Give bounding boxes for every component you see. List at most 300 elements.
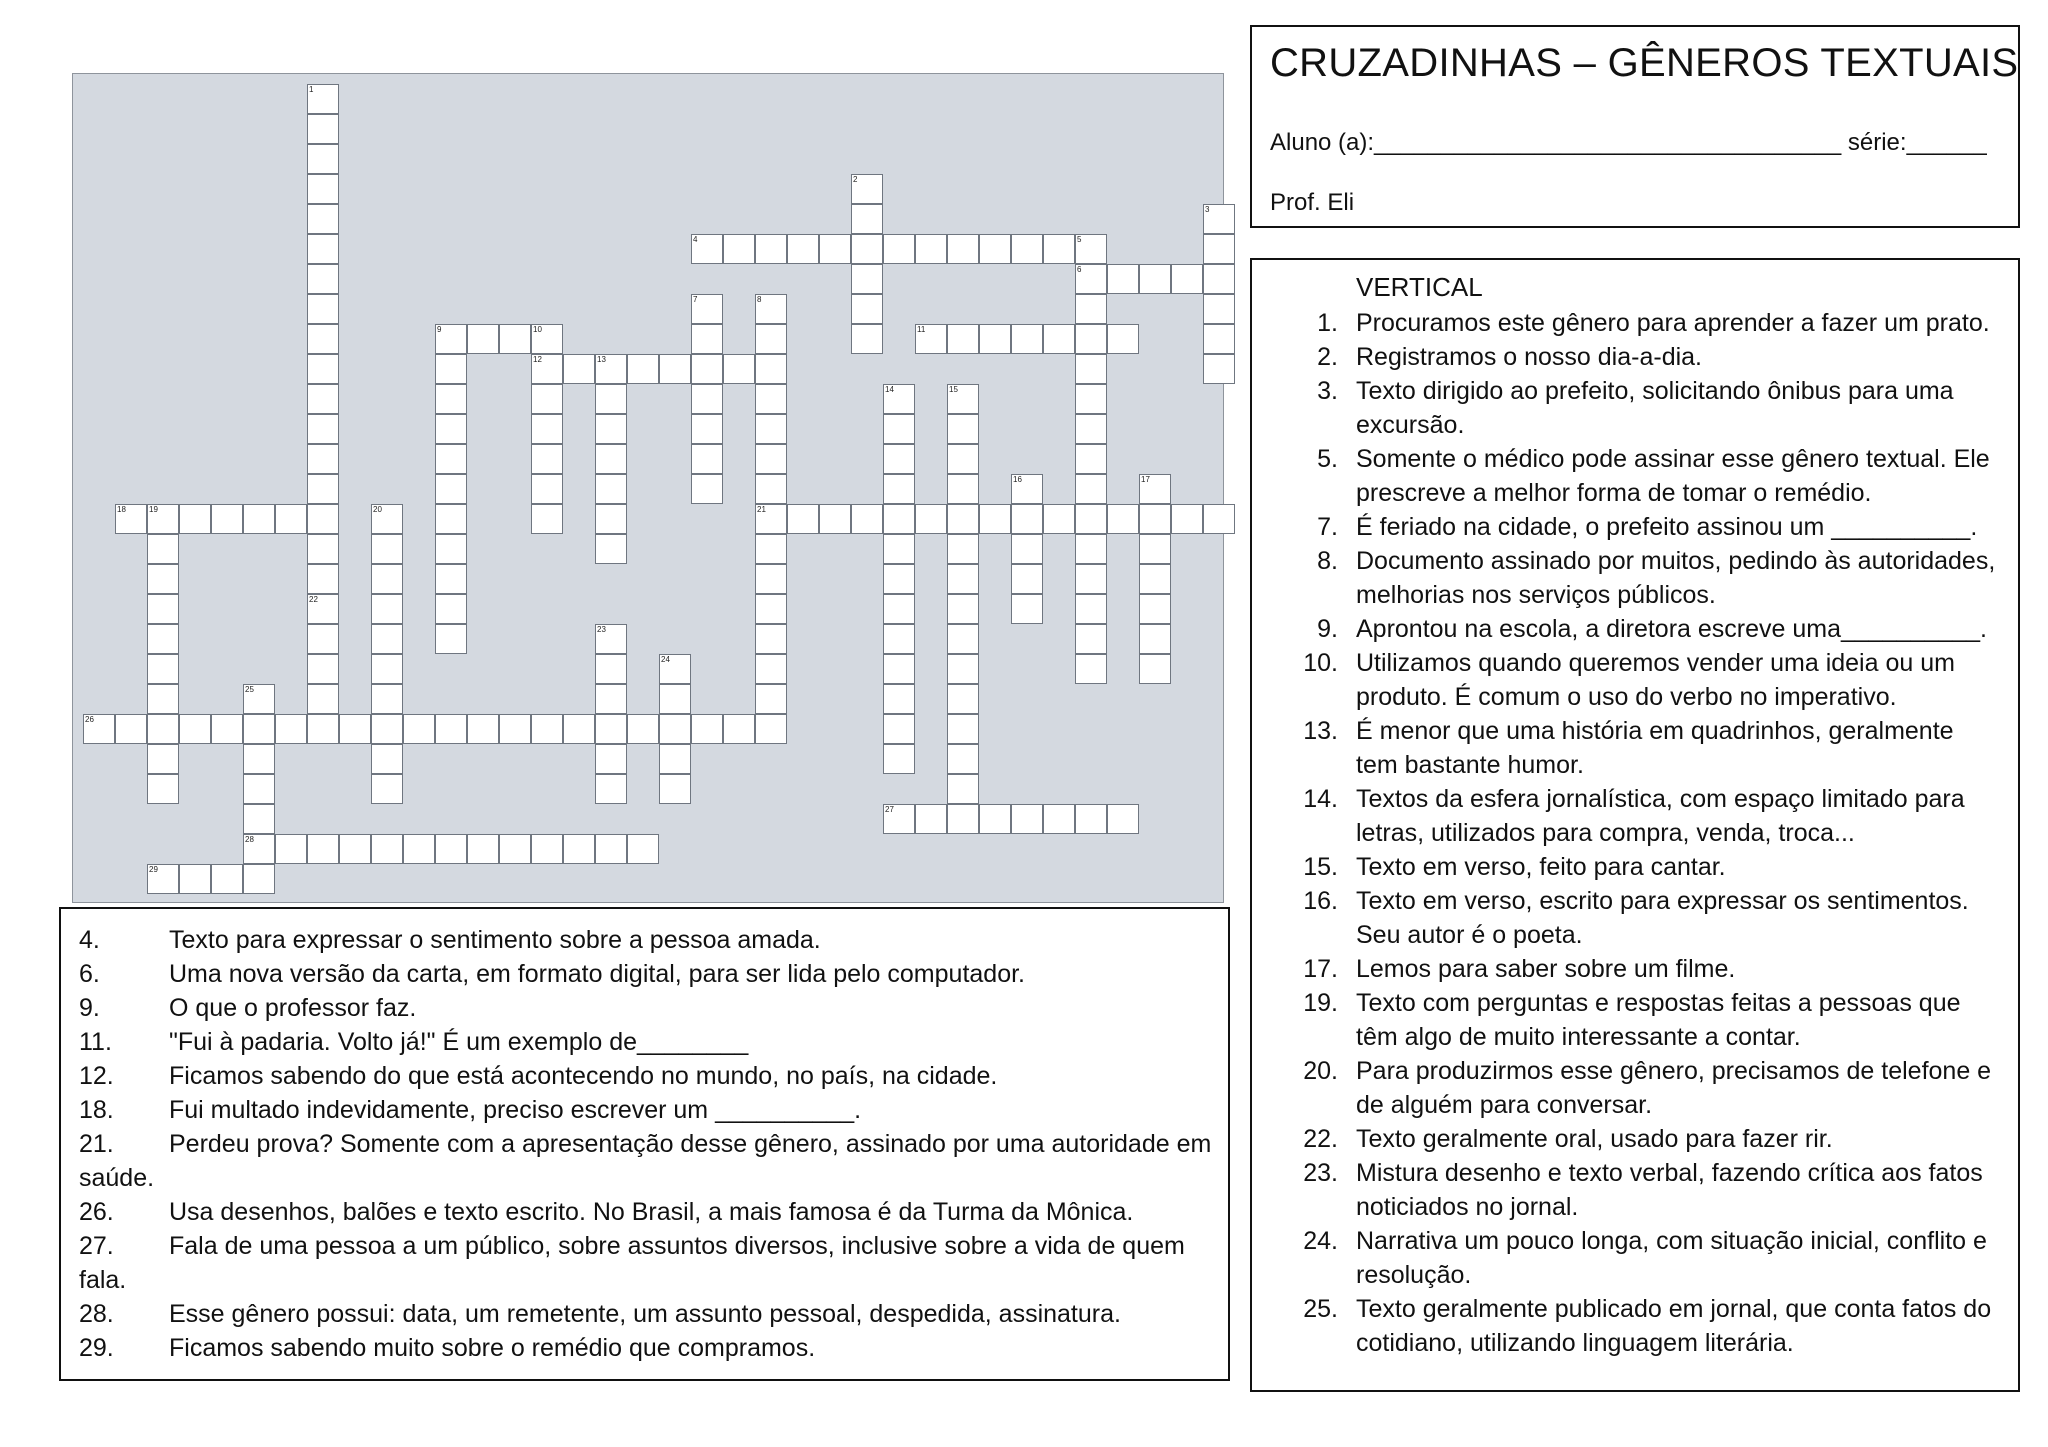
crossword-cell[interactable] [307,294,339,324]
crossword-cell[interactable] [1139,264,1171,294]
crossword-cell[interactable] [627,834,659,864]
crossword-cell[interactable] [307,354,339,384]
crossword-cell[interactable] [755,354,787,384]
crossword-cell[interactable] [851,204,883,234]
crossword-clue-number: 23 [597,625,606,634]
crossword-cell[interactable] [947,414,979,444]
crossword-clue-number: 9 [437,325,442,334]
crossword-cell[interactable] [435,594,467,624]
crossword-cell[interactable] [307,234,339,264]
vertical-clue-number: 9. [1317,615,1338,643]
crossword-cell[interactable] [307,114,339,144]
crossword-cell[interactable] [179,864,211,894]
crossword-cell[interactable] [1011,564,1043,594]
crossword-cell[interactable] [979,804,1011,834]
crossword-cell[interactable] [595,474,627,504]
crossword-cell[interactable] [883,594,915,624]
crossword-cell[interactable] [307,264,339,294]
crossword-cell[interactable] [595,714,627,744]
crossword-cell[interactable] [691,324,723,354]
crossword-cell[interactable] [627,354,659,384]
crossword-cell[interactable] [147,654,179,684]
vertical-clue-text: Registramos o nosso dia-a-dia. [1356,343,1702,371]
horizontal-clue-number: 4. [79,926,100,954]
crossword-cell[interactable] [531,414,563,444]
crossword-cell[interactable] [915,504,947,534]
crossword-cell[interactable] [339,714,371,744]
crossword-cell[interactable] [883,414,915,444]
crossword-cell[interactable] [243,744,275,774]
crossword-cell[interactable] [979,504,1011,534]
horizontal-clue [79,1059,1219,1093]
horizontal-clue-text: Uma nova versão da carta, em formato digital, para ser lida pelo computador. [169,960,1025,988]
crossword-cell[interactable] [883,654,915,684]
crossword-cell[interactable] [435,504,467,534]
crossword-cell[interactable] [595,684,627,714]
crossword-cell[interactable] [1203,324,1235,354]
vertical-clue-text: Texto dirigido ao prefeito, solicitando ônibus para uma excursão. [1356,377,1954,439]
crossword-cell[interactable] [371,534,403,564]
crossword-cell[interactable] [627,714,659,744]
crossword-cell[interactable] [371,744,403,774]
crossword-cell[interactable] [883,234,915,264]
crossword-cell[interactable] [307,324,339,354]
crossword-cell[interactable] [275,714,307,744]
crossword-cell[interactable] [915,804,947,834]
crossword-cell[interactable] [467,714,499,744]
crossword-cell[interactable] [755,594,787,624]
vertical-clue [1292,1054,1997,1122]
crossword-cell[interactable] [691,414,723,444]
crossword-cell[interactable] [819,234,851,264]
crossword-cell[interactable] [371,714,403,744]
crossword-cell[interactable] [755,414,787,444]
crossword-cell[interactable] [883,474,915,504]
crossword-cell[interactable] [307,684,339,714]
crossword-cell[interactable] [691,354,723,384]
crossword-cell[interactable] [563,354,595,384]
crossword-clue-number: 29 [149,865,158,874]
vertical-clue-number: 16. [1303,887,1338,915]
crossword-cell[interactable] [531,834,563,864]
crossword-cell[interactable] [531,474,563,504]
horizontal-clue-number: 9. [79,994,100,1022]
crossword-clue-number: 11 [917,325,926,334]
crossword-cell[interactable] [1043,804,1075,834]
crossword-cell[interactable] [947,654,979,684]
crossword-cell[interactable] [339,834,371,864]
horizontal-clue [79,1229,1219,1297]
vertical-clue-number: 2. [1317,343,1338,371]
crossword-cell[interactable] [435,534,467,564]
vertical-clue-text: É feriado na cidade, o prefeito assinou um __________. [1356,513,1978,541]
crossword-cell[interactable] [595,504,627,534]
crossword-cell[interactable] [595,444,627,474]
crossword-clue-number: 12 [533,355,542,364]
vertical-clue [1292,510,1997,544]
vertical-clue [1292,442,1997,510]
vertical-clue-number: 17. [1303,955,1338,983]
crossword-clue-number: 15 [949,385,958,394]
crossword-cell[interactable] [1203,264,1235,294]
crossword-cell[interactable] [1011,534,1043,564]
crossword-cell[interactable] [307,444,339,474]
crossword-cell[interactable] [531,504,563,534]
crossword-cell[interactable] [435,414,467,444]
crossword-cell[interactable] [243,864,275,894]
crossword-clue-number: 5 [1077,235,1082,244]
crossword-cell[interactable] [755,444,787,474]
crossword-cell[interactable] [851,324,883,354]
horizontal-clue [79,1025,1219,1059]
crossword-cell[interactable] [819,504,851,534]
crossword-cell[interactable] [595,654,627,684]
crossword-cell[interactable] [1203,234,1235,264]
crossword-clue-number: 25 [245,685,254,694]
crossword-cell[interactable] [595,834,627,864]
crossword-cell[interactable] [307,474,339,504]
crossword-cell[interactable] [531,444,563,474]
vertical-clue [1292,782,1997,850]
crossword-cell[interactable] [947,234,979,264]
horizontal-clue [79,923,1219,957]
crossword-cell[interactable] [691,714,723,744]
crossword-clue-number: 14 [885,385,894,394]
crossword-cell[interactable] [659,714,691,744]
crossword-cell[interactable] [1139,504,1171,534]
crossword-cell[interactable] [915,234,947,264]
vertical-clue [1292,1156,1997,1224]
crossword-cell[interactable] [883,444,915,474]
crossword-cell[interactable] [1075,564,1107,594]
crossword-cell[interactable] [883,624,915,654]
student-name-field[interactable]: Aluno (a):___________________________________ série:______ [1270,129,1987,156]
horizontal-clue [79,1331,1219,1365]
crossword-cell[interactable] [1139,564,1171,594]
crossword-cell[interactable] [691,444,723,474]
crossword-cell[interactable] [755,714,787,744]
crossword-cell[interactable] [659,744,691,774]
crossword-cell[interactable] [371,834,403,864]
horizontal-clue-number: 26. [79,1198,114,1226]
crossword-cell[interactable] [1171,504,1203,534]
crossword-cell[interactable] [371,774,403,804]
crossword-clue-number: 4 [693,235,698,244]
crossword-cell[interactable] [371,654,403,684]
crossword-clue-number: 22 [309,595,318,604]
crossword-cell[interactable] [115,714,147,744]
crossword-cell[interactable] [1075,624,1107,654]
crossword-cell[interactable] [595,774,627,804]
crossword-cell[interactable] [243,504,275,534]
crossword-cell[interactable] [755,564,787,594]
crossword-cell[interactable] [403,834,435,864]
vertical-clue-text: Utilizamos quando queremos vender uma ideia ou um produto. É comum o uso do verbo no imperativo. [1356,649,1955,711]
crossword-cell[interactable] [1043,324,1075,354]
crossword-cell[interactable] [595,534,627,564]
crossword-cell[interactable] [755,324,787,354]
crossword-clue-number: 16 [1013,475,1022,484]
crossword-cell[interactable] [1171,264,1203,294]
crossword-cell[interactable] [371,624,403,654]
crossword-cell[interactable] [1075,594,1107,624]
crossword-cell[interactable] [1075,324,1107,354]
crossword-cell[interactable] [435,444,467,474]
crossword-clue-number: 17 [1141,475,1150,484]
crossword-cell[interactable] [1075,504,1107,534]
crossword-cell[interactable] [1011,324,1043,354]
horizontal-clue [79,1297,1219,1331]
vertical-clue-number: 25. [1303,1295,1338,1323]
crossword-cell[interactable] [307,204,339,234]
crossword-cell[interactable] [499,714,531,744]
crossword-cell[interactable] [1075,414,1107,444]
crossword-cell[interactable] [371,564,403,594]
crossword-cell[interactable] [243,714,275,744]
vertical-clue-number: 3. [1317,377,1338,405]
crossword-cell[interactable] [1139,624,1171,654]
horizontal-clue-text: Ficamos sabendo muito sobre o remédio que compramos. [169,1334,816,1362]
crossword-cell[interactable] [1107,504,1139,534]
crossword-clue-number: 27 [885,805,894,814]
crossword-cell[interactable] [147,684,179,714]
crossword-cell[interactable] [787,504,819,534]
crossword-cell[interactable] [211,714,243,744]
crossword-cell[interactable] [947,624,979,654]
crossword-cell[interactable] [307,534,339,564]
crossword-cell[interactable] [755,234,787,264]
crossword-cell[interactable] [1107,264,1139,294]
crossword-cell[interactable] [1075,654,1107,684]
crossword-cell[interactable] [147,534,179,564]
vertical-clue-text: Texto com perguntas e respostas feitas a pessoas que têm algo de muito interessante a contar. [1356,989,1961,1051]
crossword-cell[interactable] [1075,294,1107,324]
crossword-cell[interactable] [1203,294,1235,324]
crossword-cell[interactable] [147,774,179,804]
crossword-cell[interactable] [947,444,979,474]
crossword-cell[interactable] [947,534,979,564]
vertical-clue-text: Texto em verso, feito para cantar. [1356,853,1726,881]
crossword-cell[interactable] [307,654,339,684]
crossword-cell[interactable] [467,324,499,354]
crossword-cell[interactable] [787,234,819,264]
vertical-clue-number: 24. [1303,1227,1338,1255]
crossword-cell[interactable] [307,144,339,174]
horizontal-clue [79,957,1219,991]
horizontal-clue-text: Fala de uma pessoa a um público, sobre assuntos diversos, inclusive sobre a vida de quem fala. [79,1232,1185,1294]
vertical-clue-text: Mistura desenho e texto verbal, fazendo crítica aos fatos noticiados no jornal. [1356,1159,1983,1221]
crossword-cell[interactable] [755,624,787,654]
crossword-cell[interactable] [1139,654,1171,684]
crossword-cell[interactable] [307,384,339,414]
crossword-cell[interactable] [435,564,467,594]
crossword-cell[interactable] [755,384,787,414]
crossword-cell[interactable] [851,234,883,264]
crossword-cell[interactable] [1203,354,1235,384]
crossword-cell[interactable] [1043,234,1075,264]
crossword-cell[interactable] [691,474,723,504]
crossword-cell[interactable] [307,174,339,204]
crossword-cell[interactable] [1107,324,1139,354]
crossword-cell[interactable] [147,744,179,774]
crossword-cell[interactable] [1075,534,1107,564]
crossword-cell[interactable] [947,594,979,624]
crossword-cell[interactable] [1043,504,1075,534]
crossword-cell[interactable] [723,234,755,264]
crossword-cell[interactable] [1075,444,1107,474]
vertical-clue [1292,1224,1997,1292]
crossword-cell[interactable] [947,504,979,534]
crossword-cell[interactable] [307,714,339,744]
crossword-clue-number: 6 [1077,265,1082,274]
crossword-cell[interactable] [307,504,339,534]
crossword-cell[interactable] [467,834,499,864]
crossword-cell[interactable] [243,804,275,834]
crossword-cell[interactable] [723,354,755,384]
crossword-cell[interactable] [947,324,979,354]
crossword-cell[interactable] [1075,474,1107,504]
crossword-clue-number: 10 [533,325,542,334]
crossword-cell[interactable] [499,834,531,864]
crossword-clue-number: 13 [597,355,606,364]
crossword-cell[interactable] [1011,234,1043,264]
vertical-clue [1292,884,1997,952]
crossword-cell[interactable] [883,504,915,534]
crossword-cell[interactable] [211,504,243,534]
crossword-cell[interactable] [883,534,915,564]
vertical-clue [1292,306,1997,340]
crossword-cell[interactable] [307,624,339,654]
crossword-cell[interactable] [755,654,787,684]
crossword-cell[interactable] [403,714,435,744]
crossword-clue-number: 1 [309,85,314,94]
horizontal-clue-number: 28. [79,1300,114,1328]
crossword-cell[interactable] [435,474,467,504]
horizontal-clue [79,1195,1219,1229]
crossword-cell[interactable] [1107,804,1139,834]
crossword-cell[interactable] [435,354,467,384]
crossword-cell[interactable] [755,534,787,564]
worksheet-title: CRUZADINHAS – GÊNEROS TEXTUAIS [1270,41,2019,85]
crossword-cell[interactable] [1075,804,1107,834]
vertical-clues-list [1292,306,1997,1360]
horizontal-clue [79,991,1219,1025]
crossword-clue-number: 28 [245,835,254,844]
crossword-cell[interactable] [563,714,595,744]
vertical-clue-number: 13. [1303,717,1338,745]
crossword-cell[interactable] [947,774,979,804]
crossword-cell[interactable] [947,684,979,714]
crossword-cell[interactable] [147,564,179,594]
crossword-cell[interactable] [883,714,915,744]
crossword-cell[interactable] [1203,504,1235,534]
crossword-cell[interactable] [595,414,627,444]
vertical-clue-number: 23. [1303,1159,1338,1187]
crossword-cell[interactable] [755,684,787,714]
crossword-cell[interactable] [1011,804,1043,834]
crossword-cell[interactable] [211,864,243,894]
vertical-clue-text: Lemos para saber sobre um filme. [1356,955,1736,983]
crossword-cell[interactable] [307,414,339,444]
crossword-cell[interactable] [883,744,915,774]
crossword-cell[interactable] [755,474,787,504]
horizontal-clues-box [59,907,1230,1381]
crossword-cell[interactable] [307,834,339,864]
horizontal-clue-number: 27. [79,1232,114,1260]
crossword-cell[interactable] [851,504,883,534]
crossword-cell[interactable] [531,714,563,744]
crossword-cell[interactable] [659,354,691,384]
crossword-cell[interactable] [499,324,531,354]
crossword-cell[interactable] [947,804,979,834]
vertical-clue-number: 10. [1303,649,1338,677]
crossword-clue-number: 26 [85,715,94,724]
vertical-clue-number: 20. [1303,1057,1338,1085]
crossword-cell[interactable] [371,594,403,624]
crossword-cell[interactable] [435,624,467,654]
crossword-cell[interactable] [1075,354,1107,384]
crossword-cell[interactable] [659,774,691,804]
crossword-cell[interactable] [147,594,179,624]
vertical-clue [1292,986,1997,1054]
crossword-clue-number: 21 [757,505,766,514]
crossword-cell[interactable] [851,264,883,294]
crossword-cell[interactable] [307,564,339,594]
crossword-cell[interactable] [435,384,467,414]
crossword-cell[interactable] [595,384,627,414]
crossword-cell[interactable] [979,234,1011,264]
crossword-cell[interactable] [435,834,467,864]
crossword-cell[interactable] [723,714,755,744]
crossword-cell[interactable] [1139,594,1171,624]
crossword-cell[interactable] [435,714,467,744]
crossword-cell[interactable] [595,744,627,774]
crossword-cell[interactable] [1011,594,1043,624]
crossword-clue-number: 2 [853,175,858,184]
vertical-clues-title: VERTICAL [1356,272,1483,302]
crossword-cell[interactable] [147,714,179,744]
crossword-cell[interactable] [243,774,275,804]
crossword-cell[interactable] [371,684,403,714]
vertical-clue [1292,340,1997,374]
crossword-cell[interactable] [691,384,723,414]
crossword-cell[interactable] [947,744,979,774]
crossword-cell[interactable] [979,324,1011,354]
crossword-cell[interactable] [179,714,211,744]
crossword-cell[interactable] [275,504,307,534]
crossword-cell[interactable] [883,564,915,594]
crossword-cell[interactable] [947,474,979,504]
crossword-clue-number: 7 [693,295,698,304]
crossword-cell[interactable] [275,834,307,864]
crossword-clue-number: 24 [661,655,670,664]
crossword-cell[interactable] [1075,384,1107,414]
crossword-cell[interactable] [883,684,915,714]
crossword-cell[interactable] [531,384,563,414]
crossword-cell[interactable] [179,504,211,534]
crossword-grid [72,73,1224,903]
crossword-cell[interactable] [851,294,883,324]
crossword-cell[interactable] [947,714,979,744]
crossword-cell[interactable] [563,834,595,864]
vertical-clue [1292,612,1997,646]
vertical-clue-number: 14. [1303,785,1338,813]
crossword-cell[interactable] [1011,504,1043,534]
crossword-cell[interactable] [947,564,979,594]
crossword-cell[interactable] [1139,534,1171,564]
crossword-cell[interactable] [147,624,179,654]
crossword-cell[interactable] [659,684,691,714]
